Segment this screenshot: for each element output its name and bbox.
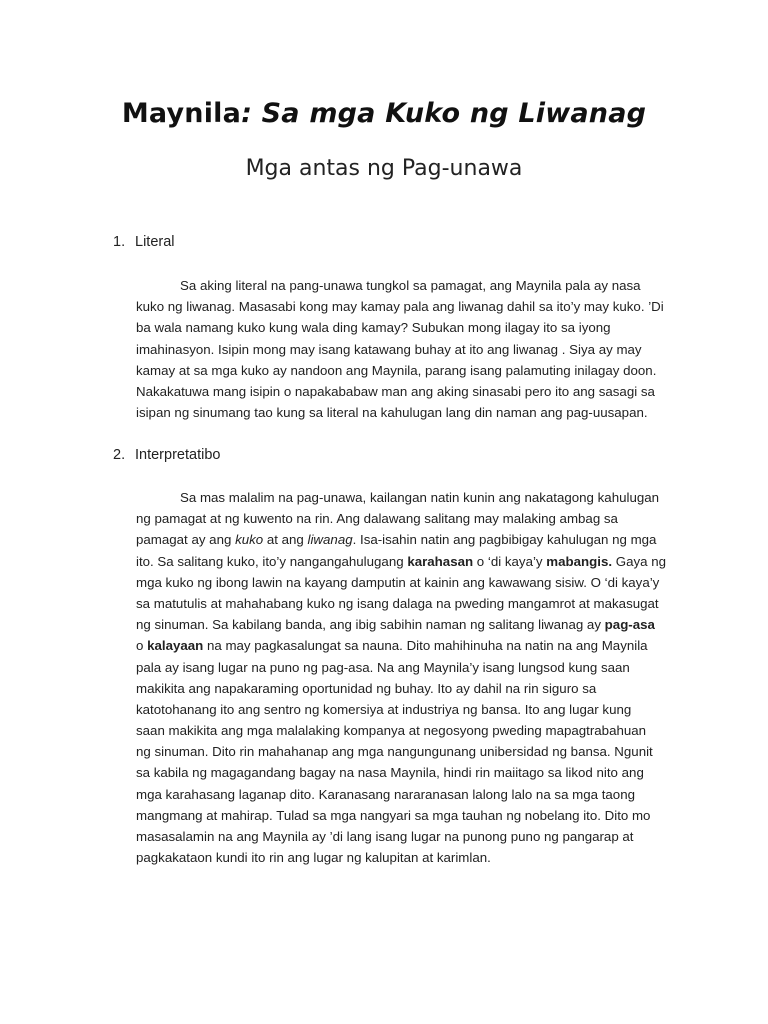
italic-term-liwanag: liwanag <box>307 532 353 548</box>
italic-term-kuko: kuko <box>235 532 264 548</box>
paragraph-line: ng sinuman. Sa kabilang banda, ang ibig sabihin naman ng salitang liwanag ay pag-asa <box>136 617 655 633</box>
paragraph-line: ba wala namang kuko kung wala ding kamay? Subukan mong ilagay ito sa iyong <box>136 320 611 336</box>
paragraph-line: mga karahasang laganap dito. Karanasang nararanasan lalong lalo na sa mga taong <box>136 786 635 802</box>
paragraph-line: masasalamin na ang Maynila ay ’di lang isang lugar na punong puno ng pangarap at <box>136 829 634 844</box>
paragraph-interpretatibo <box>136 487 676 868</box>
paragraph-line: Nakakatuwa mang isipin o napakababaw man ang aking sinasabi pero ito ang sasagi sa <box>136 383 655 399</box>
paragraph-line: isipan ng sinumang tao kung sa literal na kahulugan lang din naman ang pag-uusapan. <box>136 405 648 421</box>
paragraph-line: mangmang at mahirap. Tulad sa mga nangyari sa mga tauhan ng nobelang ito. Dito mo <box>136 807 651 823</box>
paragraph-literal <box>136 275 676 423</box>
section-heading-interpretatibo <box>113 447 220 463</box>
title-subtitle-italic: : Sa mga Kuko ng Liwanag <box>241 98 647 129</box>
paragraph-line: saan makikita ang mga malalaking kompanya at negosyong pweding mapagtrabahuan <box>136 723 647 739</box>
document-title <box>0 98 768 129</box>
section-title: Interpretatibo <box>135 447 221 463</box>
bold-term-karahasan: karahasan <box>407 553 474 569</box>
paragraph-line: Sa mas malalim na pag-unawa, kailangan natin kunin ang nakatagong kahulugan <box>180 490 660 505</box>
paragraph-line: ito. Sa salitang kuko, ito’y nangangahulugang karahasan o ‘di kaya’y mabangis. Gaya ng <box>136 553 667 569</box>
paragraph-line: ng sinuman. Dito rin mahahanap ang mga nangungunang unibersidad ng bansa. Ngunit <box>136 744 653 760</box>
bold-term-mabangis: mabangis. <box>546 553 613 569</box>
paragraph-line: imahinasyon. Isipin mong may isang katawang buhay at ito ang liwanag . Siya ay may <box>136 341 642 357</box>
paragraph-line: makikita ang napakaraming oportunidad ng buhay. Ito ay dahil na rin siguro sa <box>136 680 597 696</box>
section-title: Literal <box>135 234 175 250</box>
document-subtitle: Mga antas ng Pag-unawa <box>245 156 523 181</box>
section-number: 2. <box>113 447 126 463</box>
paragraph-line: sa kabila ng magagandang bagay na nasa Maynila, hindi rin maiitago sa likod nito ang <box>136 765 644 781</box>
paragraph-line: kamay at sa mga kuko ay nandoon ang Maynila, parang isang palamuting inilagay doon. <box>136 362 657 378</box>
bold-term-pag-asa: pag-asa <box>604 617 655 633</box>
paragraph-line: o kalayaan na may pagkasalungat sa nauna. Dito mahihinuha na natin na ang Maynila <box>136 638 648 654</box>
title-main: Maynila <box>121 98 242 129</box>
paragraph-line: Sa aking literal na pang-unawa tungkol sa pamagat, ang Maynila pala ay nasa <box>180 278 641 293</box>
section-heading-literal <box>113 234 175 250</box>
paragraph-line: sa matutulis at mahahabang kuko ng isang dalaga na pweding mangamrot at makasugat <box>136 595 659 611</box>
paragraph-line: kuko ng liwanag. Masasabi kong may kamay pala ang liwanag dahil sa ito’y may kuko. ’Di <box>136 299 664 315</box>
bold-term-kalayaan: kalayaan <box>147 638 204 654</box>
paragraph-line: ng pamagat at ng kuwento na rin. Ang dalawang salitang may malaking ambag sa <box>136 511 618 527</box>
paragraph-line: pagkakataon kundi ito rin ang lugar ng kalupitan at karimlan. <box>136 850 491 866</box>
paragraph-line: pala ay isang lugar na puno ng pag-asa. Na ang Maynila’y isang lungsod kung saan <box>136 659 630 675</box>
paragraph-line: pamagat ay ang kuko at ang liwanag. Isa-isahin natin ang pagbibigay kahulugan ng mga <box>136 532 657 548</box>
paragraph-line: katotohanang ito ang sentro ng komersiya at industriya ng bansa. Ito ang lugar kung <box>136 701 632 717</box>
paragraph-line: mga kuko ng ibong lawin na kayang damputin at kainin ang kawawang sisiw. O ‘di kaya’y <box>136 574 660 590</box>
section-number: 1. <box>113 234 126 250</box>
